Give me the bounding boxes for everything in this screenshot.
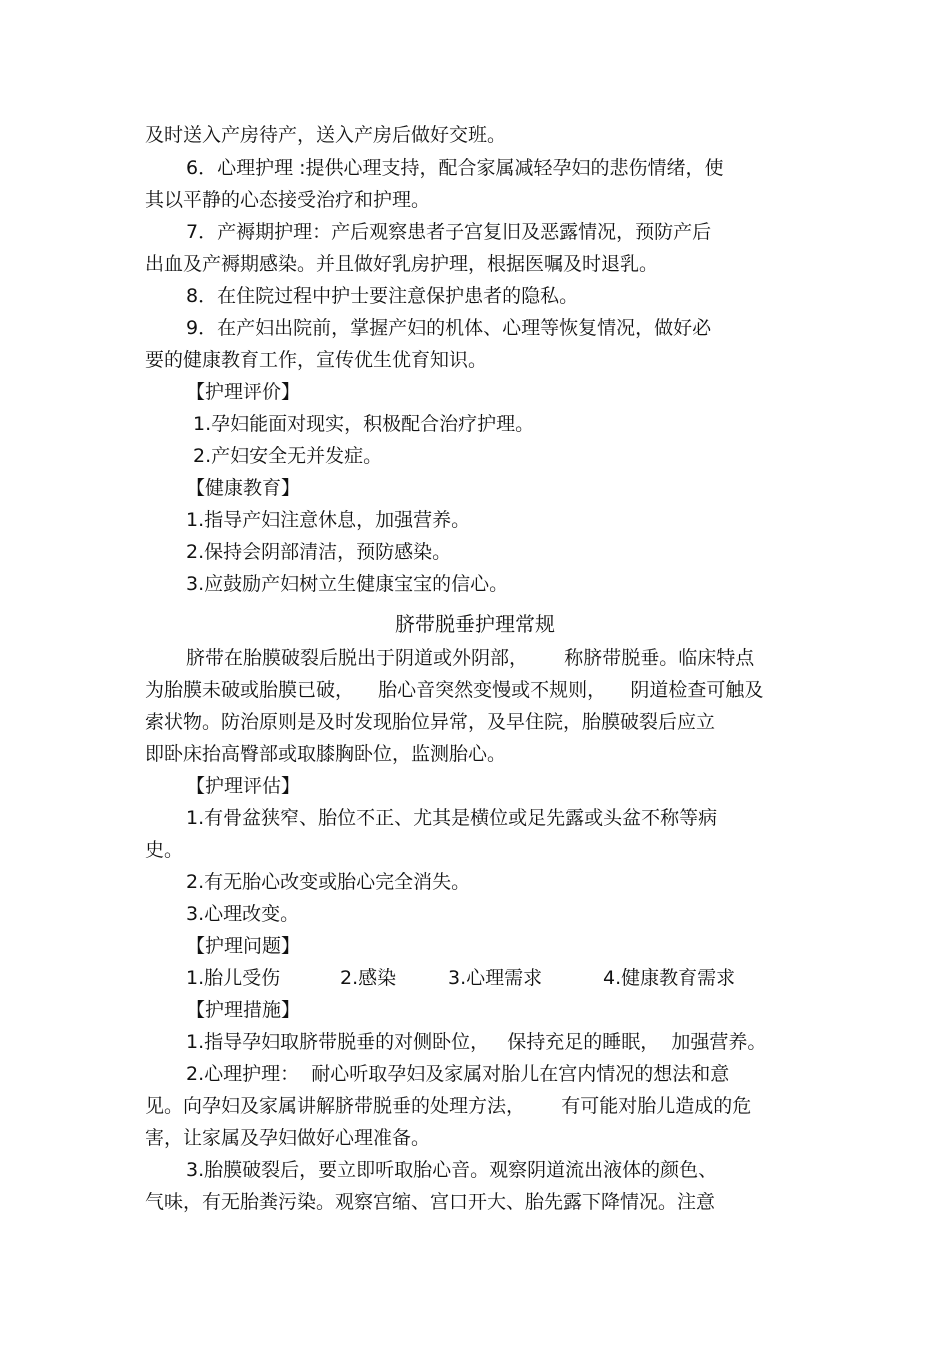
list-item: 1.有骨盆狭窄、胎位不正、尤其是横位或足先露或头盆不称等病 — [186, 807, 718, 829]
paragraph-line: 史。 — [145, 839, 184, 861]
paragraph-line: 脐带在胎膜破裂后脱出于阴道或外阴部， 称脐带脱垂。临床特点 — [186, 647, 755, 669]
problem-item: 1.胎儿受伤 — [186, 967, 281, 989]
problem-item: 3.心理需求 — [448, 967, 543, 989]
list-item: 3.应鼓励产妇树立生健康宝宝的信心。 — [186, 573, 509, 595]
section-heading: 【护理问题】 — [186, 935, 301, 957]
list-item: 2.产妇安全无并发症。 — [193, 445, 383, 467]
paragraph-line: 索状物。防治原则是及时发现胎位异常，及早住院，胎膜破裂后应立 — [145, 711, 716, 733]
section-heading: 【护理措施】 — [186, 999, 301, 1021]
paragraph-line: 7．产褥期护理：产后观察患者子宫复旧及恶露情况，预防产后 — [186, 221, 712, 243]
list-item: 1.孕妇能面对现实，积极配合治疗护理。 — [193, 413, 535, 435]
paragraph-line: 9．在产妇出院前，掌握产妇的机体、心理等恢复情况，做好必 — [186, 317, 712, 339]
list-item: 1.指导产妇注意休息，加强营养。 — [186, 509, 471, 531]
section-heading: 【护理评估】 — [186, 775, 301, 797]
section-heading: 【护理评价】 — [186, 381, 301, 403]
paragraph-line: 出血及产褥期感染。并且做好乳房护理，根据医嘱及时退乳。 — [145, 253, 659, 275]
paragraph-line: 6．心理护理 :提供心理支持，配合家属减轻孕妇的悲伤情绪，使 — [186, 157, 724, 179]
section-heading: 【健康教育】 — [186, 477, 301, 499]
paragraph-line: 其以平静的心态接受治疗和护理。 — [145, 189, 431, 211]
section-title: 脐带脱垂护理常规 — [395, 612, 555, 636]
paragraph-line: 要的健康教育工作，宣传优生优育知识。 — [145, 349, 488, 371]
problem-item: 4.健康教育需求 — [603, 967, 736, 989]
paragraph-line: 即卧床抬高臀部或取膝胸卧位，监测胎心。 — [145, 743, 507, 765]
list-item: 3.心理改变。 — [186, 903, 300, 925]
paragraph-line: 及时送入产房待产，送入产房后做好交班。 — [145, 124, 507, 146]
list-item: 3.胎膜破裂后，要立即听取胎心音。观察阴道流出液体的颜色、 — [186, 1159, 718, 1181]
paragraph-line: 见。向孕妇及家属讲解脐带脱垂的处理方法， 有可能对胎儿造成的危 — [145, 1095, 752, 1117]
paragraph-line: 为胎膜未破或胎膜已破， 胎心音突然变慢或不规则， 阴道检查可触及 — [145, 679, 764, 701]
paragraph-line: 害，让家属及孕妇做好心理准备。 — [145, 1127, 431, 1149]
list-item: 2.心理护理： 耐心听取孕妇及家属对胎儿在宫内情况的想法和意 — [186, 1063, 730, 1085]
paragraph-line: 8．在住院过程中护士要注意保护患者的隐私。 — [186, 285, 579, 307]
list-item: 2.保持会阴部清洁，预防感染。 — [186, 541, 452, 563]
list-item: 2.有无胎心改变或胎心完全消失。 — [186, 871, 471, 893]
problem-item: 2.感染 — [340, 967, 397, 989]
list-item: 1.指导孕妇取脐带脱垂的对侧卧位， 保持充足的睡眠， 加强营养。 — [186, 1031, 767, 1053]
paragraph-line: 气味，有无胎粪污染。观察宫缩、宫口开大、胎先露下降情况。注意 — [145, 1191, 716, 1213]
